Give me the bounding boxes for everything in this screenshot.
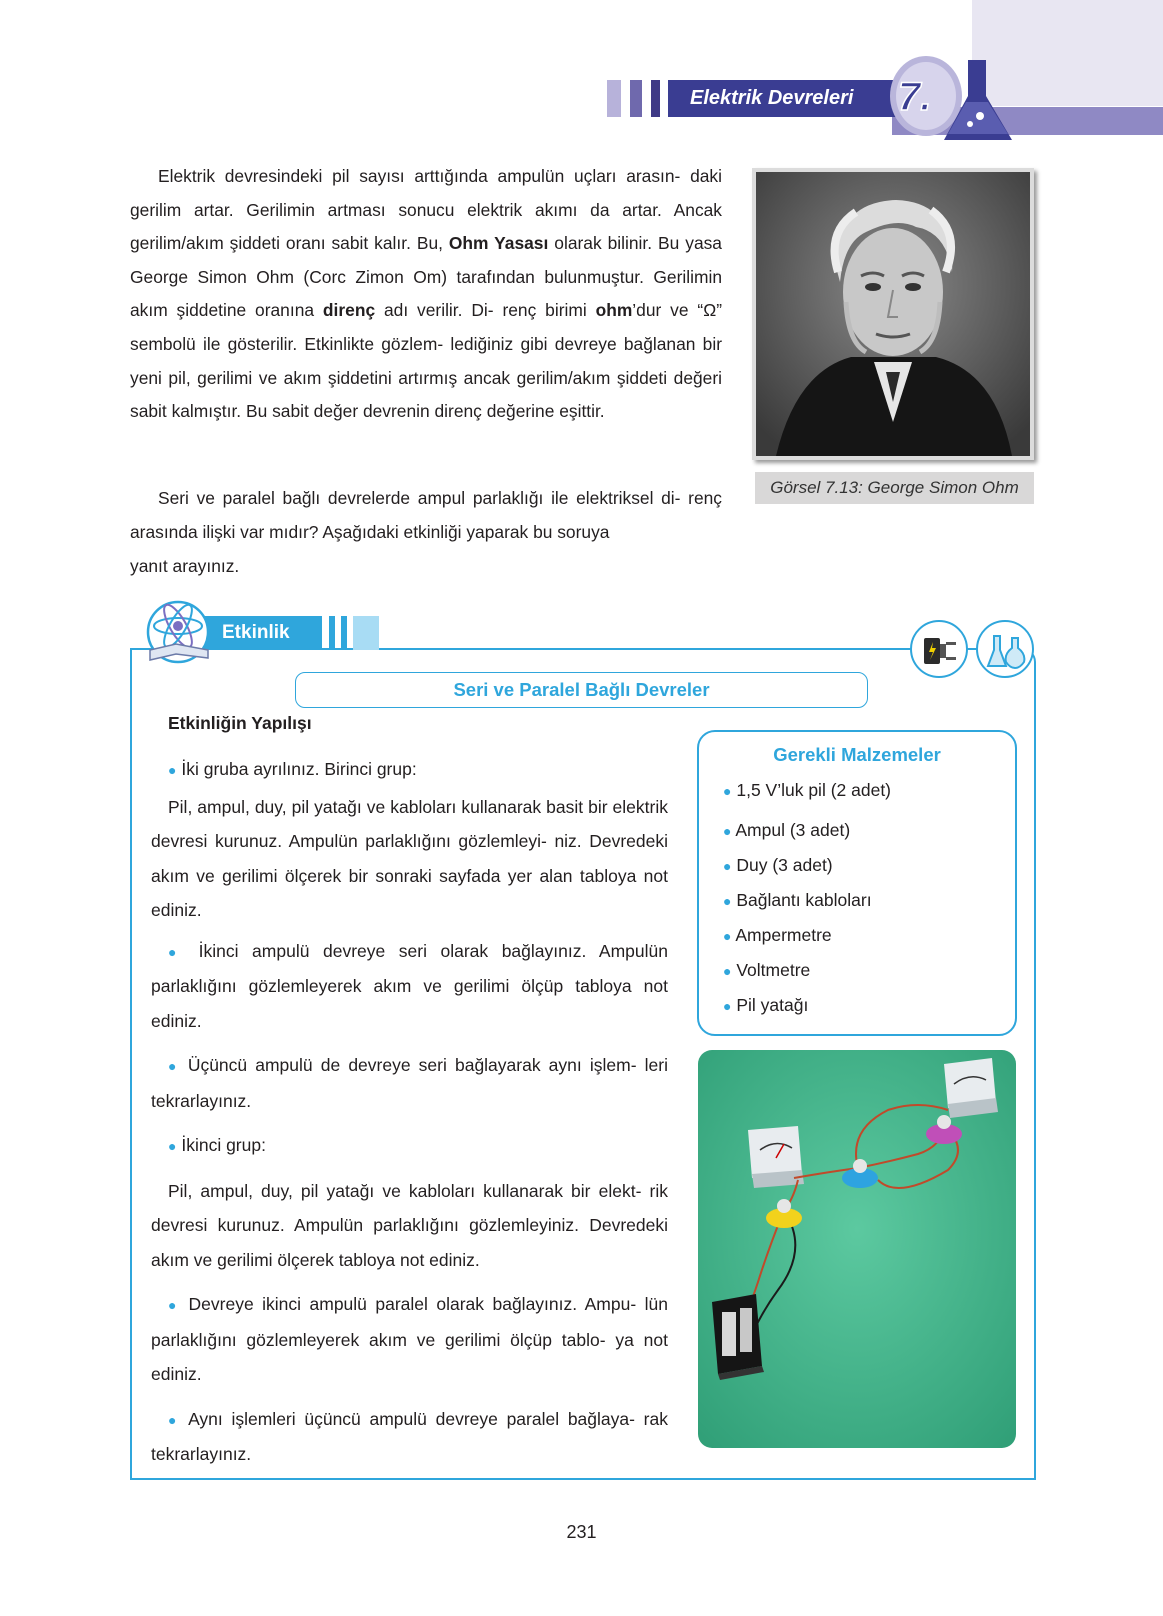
chapter-title: Elektrik Devreleri [668,80,896,117]
activity-title: Seri ve Paralel Bağlı Devreler [295,672,868,708]
text-line: parlaklığını gözlemleyerek akım ve gerilimi ölçüp tabloya [151,976,632,996]
ohm-unit-term: ohm [595,300,633,321]
bullet-icon: ● [168,1297,181,1313]
text-line: niz. Devredeki akım ve gerilimi ölçerek bir sonraki sayfada [151,831,668,886]
text-line: bulunmuştur. Gerilimin akım şiddetine oranına [130,266,722,321]
voltmeter-icon [944,1058,998,1118]
portrait-frame [752,168,1034,460]
bullet-icon: ● [723,998,732,1014]
question-paragraph-end: yanıt arayınız. [130,556,240,576]
text-line: ya not ediniz. [151,1329,668,1384]
text-line: olarak [548,233,602,254]
material-label: Voltmetre [736,960,811,980]
text-line: İkinci ampulü devreye seri olarak bağlayınız. Ampulün [198,940,668,961]
material-item [723,780,891,801]
materials-box [697,730,1017,1036]
material-label: Bağlantı kabloları [736,890,872,910]
bullet-icon: ● [168,762,177,778]
figure-caption: Görsel 7.13: George Simon Ohm [755,472,1034,504]
ohm-law-term: Ohm Yasası [448,233,549,254]
material-item [723,890,872,911]
text-line: Devredeki akım ve gerilimi ölçerek tabloya not ediniz. [151,1215,668,1270]
text-line: artırmış ancak gerilim/akım şiddeti değeri sabit kalmıştır. Bu sabit [130,367,722,422]
material-label: Duy (3 adet) [736,855,833,875]
text-line: lediğiniz gibi devreye bağlanan bir yeni pil, gerilimi ve akım şiddetini [130,333,722,388]
text-line: Seri ve paralel bağlı devrelerde ampul parlaklığı ile elektriksel di- [158,488,681,508]
flask-icon [976,620,1034,678]
circuit-photo [698,1050,1016,1448]
chapter-number: 7. [898,75,932,119]
material-label: Pil yatağı [736,995,809,1015]
step-item [151,934,668,1039]
intro-paragraph [130,160,722,429]
step-item [151,1402,668,1472]
text-line: İkinci grup: [181,1135,266,1155]
material-label: 1,5 V’luk pil (2 adet) [736,780,892,800]
text-line: değer devrenin direnç değerine eşittir. [313,401,605,422]
bullet-icon: ● [168,943,186,960]
chapter-flask-badge-icon [888,52,1018,148]
text-line: renç arasında ilişki var mıdır? Aşağıdaki etkinliği yaparak bu soruya [130,488,722,542]
materials-title: Gerekli Malzemeler [773,744,941,765]
tab-stripe [353,616,379,650]
text-line: ’dur ve “Ω” sembolü ile gösterilir. Etkinlikte gözlem- [130,300,722,354]
tab-stripe [341,616,347,650]
text-line: Pil, ampul, duy, pil yatağı ve kabloları kullanarak basit bir [168,796,608,817]
bullet-icon: ● [723,963,732,979]
step-item [151,1174,668,1278]
text-line: lün parlaklığını gözlemleyerek akım ve gerilimi ölçüp tablo- [151,1294,668,1350]
text-line: Pil, ampul, duy, pil yatağı ve kabloları kullanarak bir elekt- [168,1180,642,1201]
text-line: rak tekrarlayınız. [151,1408,668,1464]
atom-book-icon [136,600,216,668]
material-label: Ampul (3 adet) [735,820,851,840]
tab-stripe [329,616,335,650]
bullet-icon: ● [168,1058,180,1074]
step-item [151,1128,668,1164]
plug-icon [910,620,968,678]
bullet-icon: ● [723,783,732,799]
text-line: adı verilir. Di- [375,300,494,321]
text-line: Ancak gerilim/akım şiddeti oranı sabit kalır. Bu, [130,199,723,254]
bullet-icon: ● [168,1138,177,1154]
text-line: daki gerilim artar. Gerilimin artması sonucu elektrik akımı da artar. [130,166,722,220]
material-item [723,960,810,981]
question-paragraph [130,482,722,549]
steps-list [151,752,668,1472]
step-item [151,752,668,788]
material-label: Ampermetre [735,925,832,945]
bullet-icon: ● [723,823,732,839]
text-line: yer alan tabloya not ediniz. [151,865,668,920]
material-item [723,925,832,946]
header-stripe [607,80,621,117]
text-line: bilinir. Bu yasa George Simon Ohm (Corc Zimon Om) tarafından [130,233,722,287]
steps-heading: Etkinliğin Yapılışı [168,713,312,733]
text-line: elektrik devresi kurunuz. Ampulün parlaklığını gözlemleyi- [151,796,668,851]
step-item [151,1287,668,1392]
header-stripe [651,80,660,117]
text-line: leri tekrarlayınız. [151,1055,668,1111]
material-item [723,820,850,841]
text-line: Elektrik devresindeki pil sayısı arttığında ampulün uçları arasın- [158,166,681,186]
battery-holder-icon [712,1294,764,1380]
bullet-icon: ● [168,1411,181,1428]
material-item [723,995,808,1016]
bullet-icon: ● [723,858,732,874]
text-line: not ediniz. [151,976,668,1031]
george-simon-ohm-portrait [756,172,1030,456]
bullet-icon: ● [723,928,732,944]
material-item [723,855,833,876]
text-line: Üçüncü ampulü de devreye seri bağlayarak aynı işlem- [187,1055,637,1075]
text-line: Aynı işlemleri üçüncü ampulü devreye paralel bağlaya- [188,1408,635,1429]
header-stripe [630,80,642,117]
text-line: renç birimi [502,300,596,321]
text-line: rik devresi kurunuz. Ampulün parlaklığını gözlemleyiniz. [151,1180,668,1235]
text-line: Devreye ikinci ampulü paralel olarak bağlayınız. Ampu- [188,1294,637,1314]
activity-tab: Etkinlik [198,616,322,650]
text-line: İki gruba ayrılınız. Birinci grup: [181,759,417,779]
step-item [151,790,668,928]
step-item [151,1048,668,1118]
page-number: 231 [566,1522,597,1542]
bullet-icon: ● [723,893,732,909]
resistance-term: direnç [322,300,376,321]
